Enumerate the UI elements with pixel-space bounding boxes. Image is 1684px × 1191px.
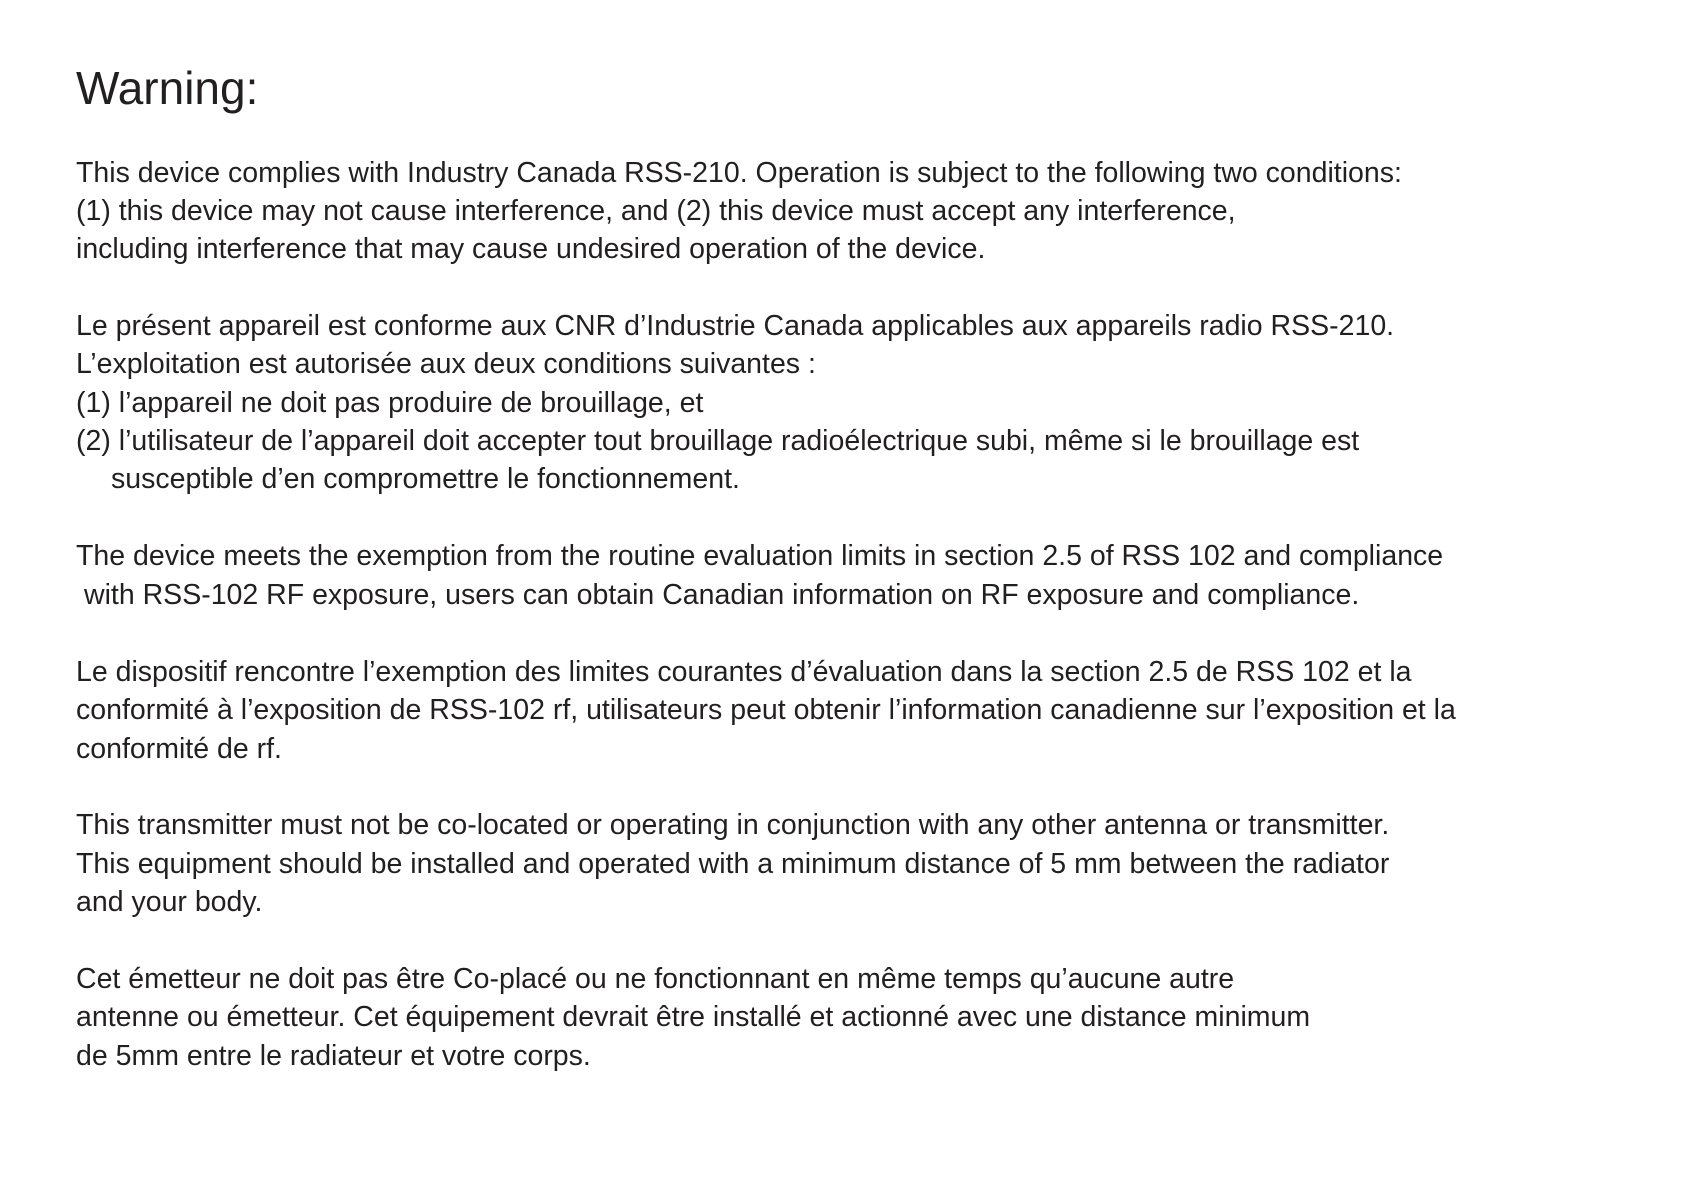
ic-english-line: including interference that may cause undesired operation of the device.	[76, 233, 986, 265]
page-title: Warning:	[76, 62, 259, 114]
ic-english-line: This device complies with Industry Canada RSS-210. Operation is subject to the following two conditions:	[76, 157, 1402, 189]
rss102-french-line: conformité de rf.	[76, 733, 282, 765]
ic-french-line: (2) l’utilisateur de l’appareil doit accepter tout brouillage radioélectrique subi, même si le brouillage est	[76, 425, 1360, 457]
rss102-french-line: conformité à l’exposition de RSS-102 rf, utilisateurs peut obtenir l’information canadienne sur l’exposition et la	[76, 694, 1456, 726]
rss102-english-line: with RSS-102 RF exposure, users can obtain Canadian information on RF exposure and compliance.	[84, 579, 1360, 611]
colocation-english-line: This equipment should be installed and operated with a minimum distance of 5 mm between the radiator	[76, 848, 1390, 880]
colocation-french-line: de 5mm entre le radiateur et votre corps.	[76, 1040, 591, 1072]
ic-english-line: (1) this device may not cause interference, and (2) this device must accept any interference,	[76, 195, 1236, 227]
ic-french-line: susceptible d’en compromettre le fonctionnement.	[111, 463, 740, 495]
colocation-english-line: and your body.	[76, 886, 263, 918]
colocation-french-line: antenne ou émetteur. Cet équipement devrait être installé et actionné avec une distance minimum	[76, 1001, 1311, 1033]
ic-french-line: (1) l’appareil ne doit pas produire de brouillage, et	[76, 387, 704, 419]
colocation-french-line: Cet émetteur ne doit pas être Co-placé ou ne fonctionnant en même temps qu’aucune autre	[76, 963, 1235, 995]
rss102-english-line: The device meets the exemption from the routine evaluation limits in section 2.5 of RSS 102 and compliance	[76, 540, 1444, 572]
ic-french-line: Le présent appareil est conforme aux CNR d’Industrie Canada applicables aux appareils radio RSS-210.	[76, 310, 1395, 342]
colocation-english-line: This transmitter must not be co-located or operating in conjunction with any other antenna or transmitter.	[76, 809, 1390, 841]
ic-french-line: L’exploitation est autorisée aux deux conditions suivantes :	[76, 348, 816, 380]
rss102-french-line: Le dispositif rencontre l’exemption des limites courantes d’évaluation dans la section 2.5 de RSS 102 et la	[76, 656, 1412, 688]
